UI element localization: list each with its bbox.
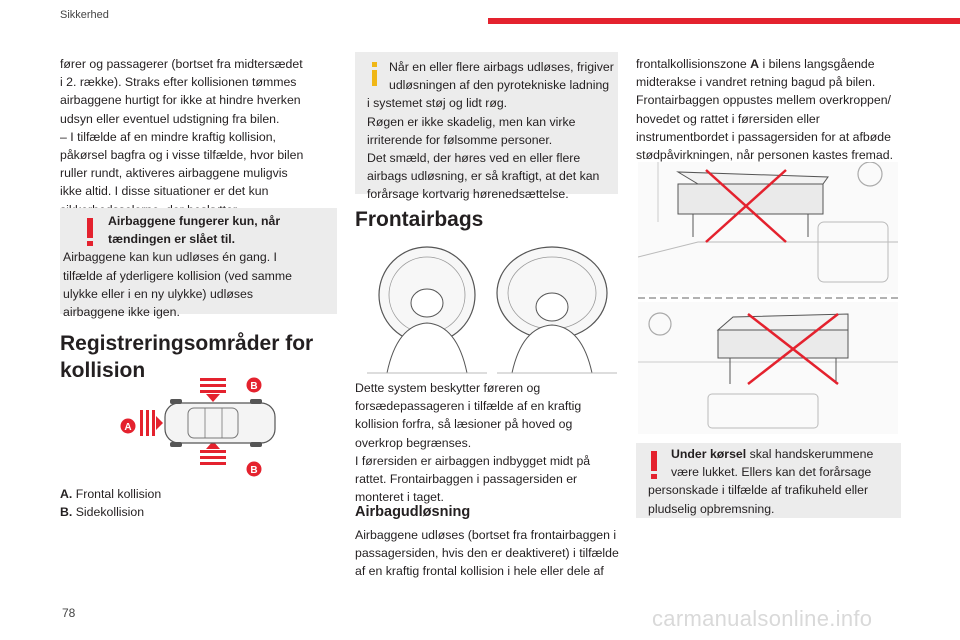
heading-frontairbags: Frontairbags	[355, 208, 484, 231]
text-line: udsyn eller eventuel udstigning fra bilen.	[60, 111, 280, 126]
text-line: airbags udløsning, er så kraftigt, at det kan	[367, 169, 600, 184]
text-line: passagersiden, hvis den er deaktiveret) i tilfælde	[355, 546, 619, 561]
text-line: af en kraftig frontal kollision i hele eller dele af	[355, 564, 604, 579]
header-accent-bar	[488, 18, 960, 24]
text-line: Airbaggene udløses (bortset fra frontairbaggen i	[355, 528, 617, 542]
text-line: ruller rundt, aktiveres airbaggene muligvis	[60, 166, 288, 181]
watermark: carmanualsonline.info	[652, 606, 873, 631]
text-line: forårsage kortvarig hørenedsættelse.	[367, 187, 569, 202]
text-line: være lukket. Ellers kan det forårsage	[671, 465, 872, 480]
text-line: ulykke eller i en ny ulykke) udløses	[63, 286, 253, 301]
text-line: Frontairbaggen oppustes mellem overkroppen/	[636, 93, 891, 108]
text-line: pludselig opbremsning.	[648, 501, 775, 516]
text-line: ikke altid. I disse situationer er det kun	[60, 184, 269, 199]
text-line: udløsningen af den pyrotekniske ladning	[389, 78, 610, 93]
text-line: frontalkollisionszone A i bilens langsgående	[636, 57, 875, 71]
label-a: A	[124, 422, 132, 433]
legend-item: A. Frontal kollision	[60, 487, 162, 501]
warning-box	[60, 208, 337, 320]
col3-body	[636, 55, 911, 164]
passenger-airbag-figure	[497, 247, 617, 373]
text-line: rattet. Frontairbaggen i passagersiden er	[355, 472, 578, 487]
text-line: airbaggene hurtigt for ikke at hindre hverken	[60, 93, 301, 108]
text-line: monteret i taget.	[355, 490, 444, 505]
side-arrows-bottom	[200, 441, 226, 465]
warning-box	[636, 443, 901, 518]
text-line: Airbaggene kan kun udløses én gang. I	[63, 250, 277, 265]
col1-intro	[60, 55, 340, 219]
label-b-top: B	[250, 381, 258, 392]
front-arrows	[140, 410, 163, 436]
frontairbags-body	[355, 379, 620, 506]
text-line: hovedet og rattet i førersiden eller	[636, 111, 820, 126]
legend-item: B. Sidekollision	[60, 505, 145, 520]
driver-airbag-figure	[367, 247, 487, 373]
text-line: forsædepassageren i tilfælde af en kraftig	[355, 399, 582, 414]
text-line: midterakse i vandret retning bagud på bilen.	[636, 75, 876, 90]
text-line: overkrop begrænses.	[355, 435, 472, 450]
text-line: påkørsel bagfra og i visse tilfælde, hvor bilen	[60, 148, 304, 163]
text-line: airbaggene ikke igen.	[63, 305, 180, 320]
text-line: i systemet støj og lidt røg.	[367, 96, 508, 111]
collision-zones-diagram	[110, 370, 290, 480]
text-line: Røgen er ikke skadelig, men kan virke	[367, 114, 576, 129]
text-line: Når en eller flere airbags udløses, frigiver	[389, 60, 614, 74]
text-line: instrumentbordet i passagersiden for at afbøde	[636, 129, 891, 144]
text-line: I førersiden er airbaggen indbygget midt på	[355, 453, 591, 468]
glovebox-open-bottom-figure	[638, 302, 898, 434]
heading-registreringsomrader: Registreringsområder for kollision	[60, 332, 314, 382]
text-line: irriterende for følsomme personer.	[367, 132, 553, 147]
text-line: personskade i tilfælde af trafikuheld eller	[648, 483, 869, 498]
text-line: Det smæld, der høres ved en eller flere	[367, 151, 581, 166]
page-number: 78	[62, 606, 76, 620]
warning-bold-line: Airbaggene fungerer kun, når	[108, 214, 281, 228]
text-line: fører og passagerer (bortset fra midtersædet	[60, 57, 303, 71]
text-line: kollision forfra, så læsioner på hoved og	[355, 417, 573, 432]
info-box	[355, 52, 618, 202]
text-line: stødpåvirkningen, når personen kastes fremad.	[636, 148, 894, 163]
glovebox-open-top-figure	[638, 162, 898, 294]
glovebox-illustration	[638, 162, 898, 434]
text-line: Dette system beskytter føreren og	[355, 381, 541, 395]
warning-bold-line: tændingen er slået til.	[108, 232, 236, 247]
side-arrows-top	[200, 378, 226, 402]
airbagudlosning-body	[355, 526, 625, 581]
text-line: tilfælde af yderligere kollision (ved samme	[63, 268, 292, 283]
text-line: i 2. række). Straks efter kollisionen tømmes	[60, 75, 297, 90]
car-top-view	[165, 399, 275, 447]
text-line: – I tilfælde af en mindre kraftig kollision,	[60, 129, 276, 144]
frontairbags-illustration	[367, 245, 617, 375]
text-line: Under kørsel skal handskerummene	[671, 447, 874, 461]
subheading-airbagudlosning: Airbagudløsning	[355, 504, 471, 520]
diagram-legend	[60, 485, 340, 521]
section-title: Sikkerhed	[60, 9, 109, 21]
label-b-bottom: B	[250, 465, 258, 476]
